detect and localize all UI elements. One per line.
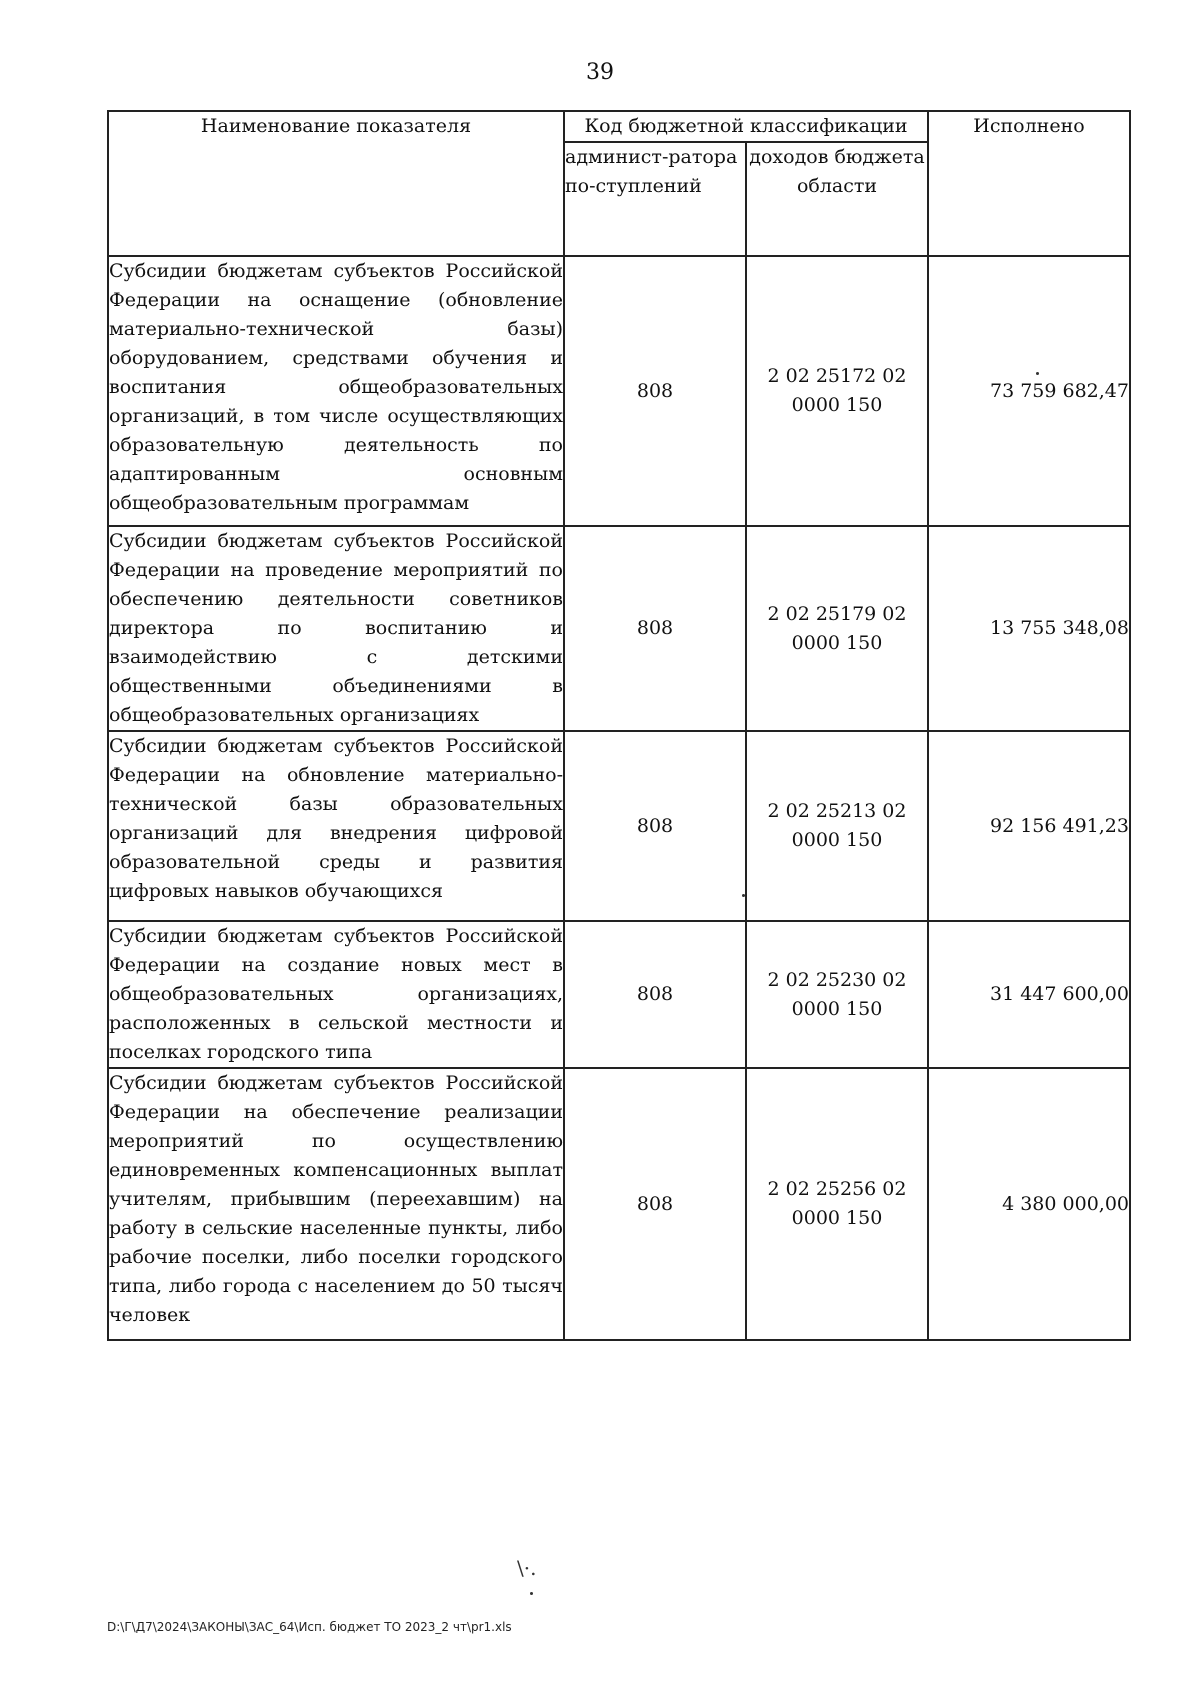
row-income-code: 2 02 25213 02 0000 150 xyxy=(746,731,928,921)
page-number: 39 xyxy=(586,60,614,85)
scan-speck xyxy=(530,1592,533,1595)
header-executed: Исполнено xyxy=(928,111,1130,256)
row-admin-code: 808 xyxy=(564,256,746,526)
row-income-code: 2 02 25256 02 0000 150 xyxy=(746,1068,928,1340)
table-row xyxy=(108,526,1130,731)
row-income-code: 2 02 25172 02 0000 150 xyxy=(746,256,928,526)
table-row xyxy=(108,1068,1130,1340)
row-executed: 4 380 000,00 xyxy=(928,1068,1130,1340)
header-admin: админист-ратора по-ступлений xyxy=(564,142,746,256)
budget-table xyxy=(107,110,1131,1341)
table-row xyxy=(108,921,1130,1068)
row-executed: 92 156 491,23 xyxy=(928,731,1130,921)
row-name: Субсидии бюджетам субъектов Российской Федерации на оснащение (обновление материально-технической базы) оборудованием, средствами обучения и воспитания общеобразовательных организаций, в том числе осуществляющих образовательную деятельность по адаптированным основным общеобразовательным программам xyxy=(108,256,564,526)
row-admin-code: 808 xyxy=(564,921,746,1068)
handwritten-mark: \·. xyxy=(517,1556,537,1580)
row-income-code: 2 02 25230 02 0000 150 xyxy=(746,921,928,1068)
row-admin-code: 808 xyxy=(564,1068,746,1340)
file-path-footer: D:\Г\Д7\2024\ЗАКОНЫ\ЗАС_64\Исп. бюджет ТО 2023_2 чт\pr1.xls xyxy=(107,1620,512,1634)
row-name: Субсидии бюджетам субъектов Российской Федерации на обновление материально-технической базы образовательных организаций для внедрения цифровой образовательной среды и развития цифровых навыков обучающихся xyxy=(108,731,564,921)
header-income: доходов бюджета области xyxy=(746,142,928,256)
table-row xyxy=(108,731,1130,921)
row-name: Субсидии бюджетам субъектов Российской Федерации на обеспечение реализации мероприятий по осуществлению единовременных компенсационных выплат учителям, прибывшим (переехавшим) на работу в сельские населенные пункты, либо рабочие поселки, либо поселки городского типа, либо города с населением до 50 тысяч человек xyxy=(108,1068,564,1340)
scan-speck xyxy=(1036,372,1039,375)
row-admin-code: 808 xyxy=(564,731,746,921)
header-code-group: Код бюджетной классификации xyxy=(564,111,928,142)
header-row-top xyxy=(108,111,1130,142)
row-executed: 13 755 348,08 xyxy=(928,526,1130,731)
row-admin-code: 808 xyxy=(564,526,746,731)
row-name: Субсидии бюджетам субъектов Российской Федерации на создание новых мест в общеобразовательных организациях, расположенных в сельской местности и поселках городского типа xyxy=(108,921,564,1068)
row-name: Субсидии бюджетам субъектов Российской Федерации на проведение мероприятий по обеспечению деятельности советников директора по воспитанию и взаимодействию с детскими общественными объединениями в общеобразовательных организациях xyxy=(108,526,564,731)
row-executed: 31 447 600,00 xyxy=(928,921,1130,1068)
row-income-code: 2 02 25179 02 0000 150 xyxy=(746,526,928,731)
scan-speck xyxy=(742,894,745,897)
row-executed: 73 759 682,47 xyxy=(928,256,1130,526)
table-row xyxy=(108,256,1130,526)
header-name: Наименование показателя xyxy=(108,111,564,256)
